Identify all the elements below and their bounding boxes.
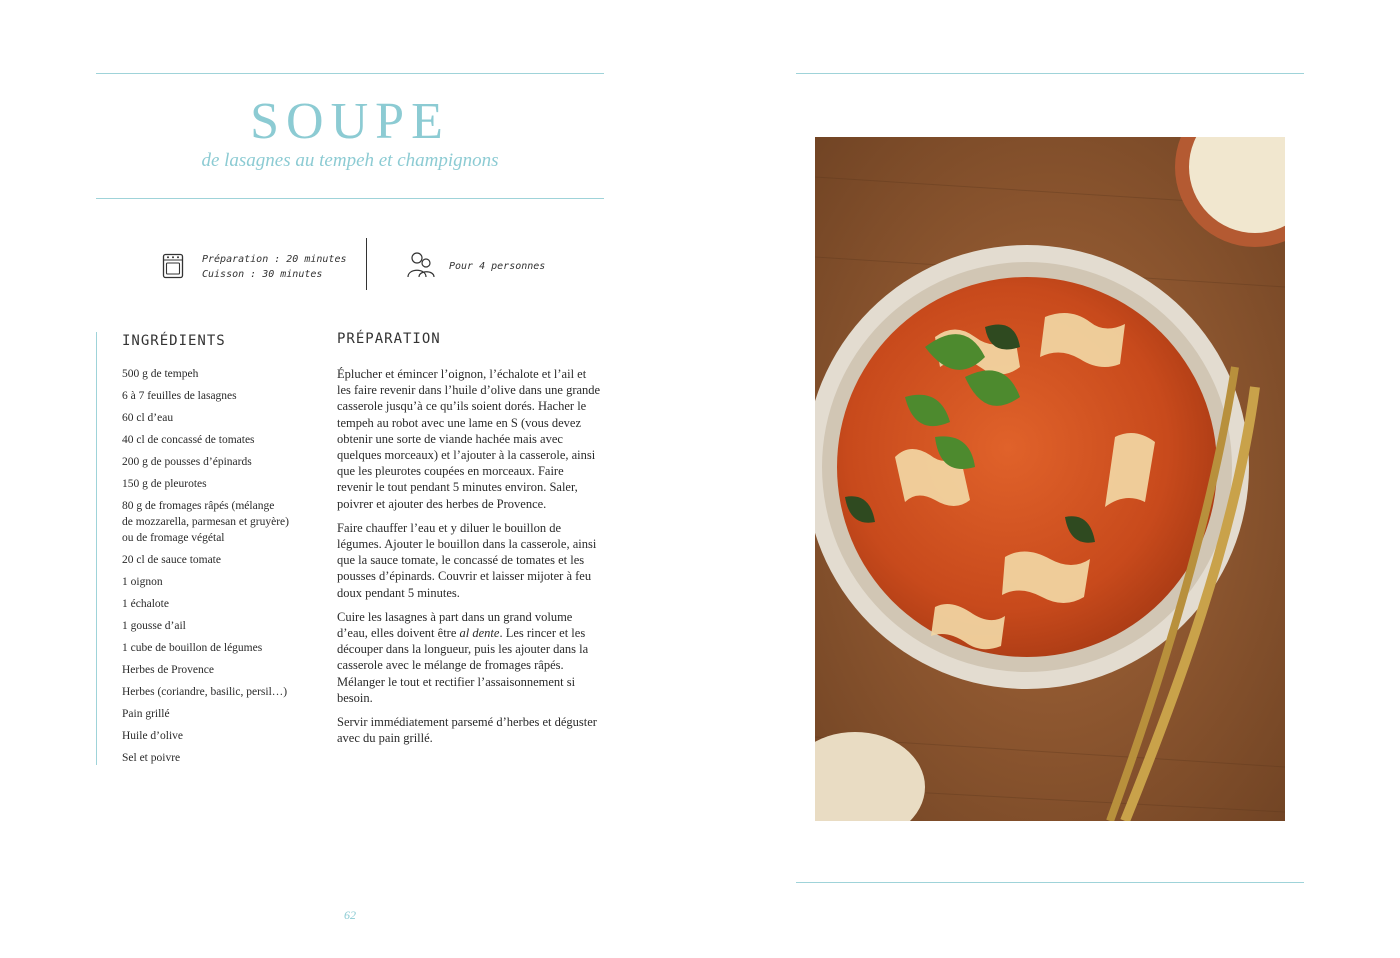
oven-icon [162,253,184,279]
prep-step-3-b: . Les rincer et les découper dans la longueur, puis les ajouter dans la casserole avec le mélange de fromages râpés. Mélanger le tout et rectifier l’assaisonnement si besoin. [337,626,589,705]
cook-time: Cuisson : 30 minutes [202,269,323,280]
ingredient-item: 40 cl de concassé de tomates [122,434,255,446]
people-icon [406,251,436,279]
prep-step-2: Faire chauffer l’eau et y diluer le bouillon de légumes. Ajouter le bouillon dans la casserole, ainsi que la sauce tomate, le concassé de tomates et les pousses d’épinards. Couvrir et laisser mijoter à feu doux pendant 5 minutes. [337,520,597,600]
ingredient-item: Herbes de Provence [122,664,214,676]
ingredient-item: Herbes (coriandre, basilic, persil…) [122,686,288,698]
prep-step-3 [337,609,601,706]
page-number: 62 [344,908,356,922]
ingredient-item: 60 cl d’eau [122,412,174,424]
ingredients-side-rule [96,332,97,765]
prep-step-3-a: Cuire les lasagnes à part dans un grand volume d’eau, elles doivent être [337,609,573,641]
soup-photo [815,137,1285,821]
ingredient-item: Pain grillé [122,708,170,720]
prep-step-1: Éplucher et émincer l’oignon, l’échalote et l’ail et les faire revenir dans l’huile d’olive dans une grande casserole jusqu’à ce qu’ils soient dorés. Hacher le tempeh au robot avec une lame en S (vous devez obtenir une sorte de viande hachée mais avec quelques morceaux) et l’ajouter à la casserole, ainsi que les pleurotes coupées en morceaux. Faire revenir le tout pendant 5 minutes environ. Saler, poivrer et ajouter des herbes de Provence. [337,367,601,511]
ingredients-heading: INGRÉDIENTS [122,333,226,349]
ingredient-item: 500 g de tempeh [122,368,199,380]
ingredient-item: 6 à 7 feuilles de lasagnes [122,390,237,402]
ingredient-item: Huile d’olive [122,730,183,742]
ingredients-list [122,366,312,772]
time-info [202,252,347,282]
bottom-rule-right [796,882,1304,883]
soup-photo-illustration [815,137,1285,821]
recipe-subtitle: de lasagnes au tempeh et champignons [201,150,499,171]
ingredient-item: 20 cl de sauce tomate [122,554,221,566]
title-bottom-rule [96,198,604,199]
ingredient-item: 150 g de pleurotes [122,478,207,490]
ingredient-item: 1 cube de bouillon de légumes [122,642,263,654]
prep-time: Préparation : 20 minutes [202,254,347,265]
ingredient-item: 1 gousse d’ail [122,620,186,632]
preparation-heading: PRÉPARATION [337,331,441,347]
ingredient-item: 200 g de pousses d’épinards [122,456,252,468]
ingredient-item: 80 g de fromages râpés (mélange de mozzarella, parmesan et gruyère) ou de fromage végétal [122,500,289,544]
ingredient-item: 1 échalote [122,598,169,610]
prep-step-3-em: al dente [459,626,500,641]
top-rule-right [796,73,1304,74]
recipe-title: SOUPE [250,93,450,150]
ingredient-item: 1 oignon [122,576,163,588]
preparation-text [337,366,601,754]
ingredient-item: Sel et poivre [122,752,181,764]
top-rule-left [96,73,604,74]
servings: Pour 4 personnes [449,261,546,272]
info-divider [366,238,367,290]
prep-step-4: Servir immédiatement parsemé d’herbes et déguster avec du pain grillé. [337,715,597,746]
